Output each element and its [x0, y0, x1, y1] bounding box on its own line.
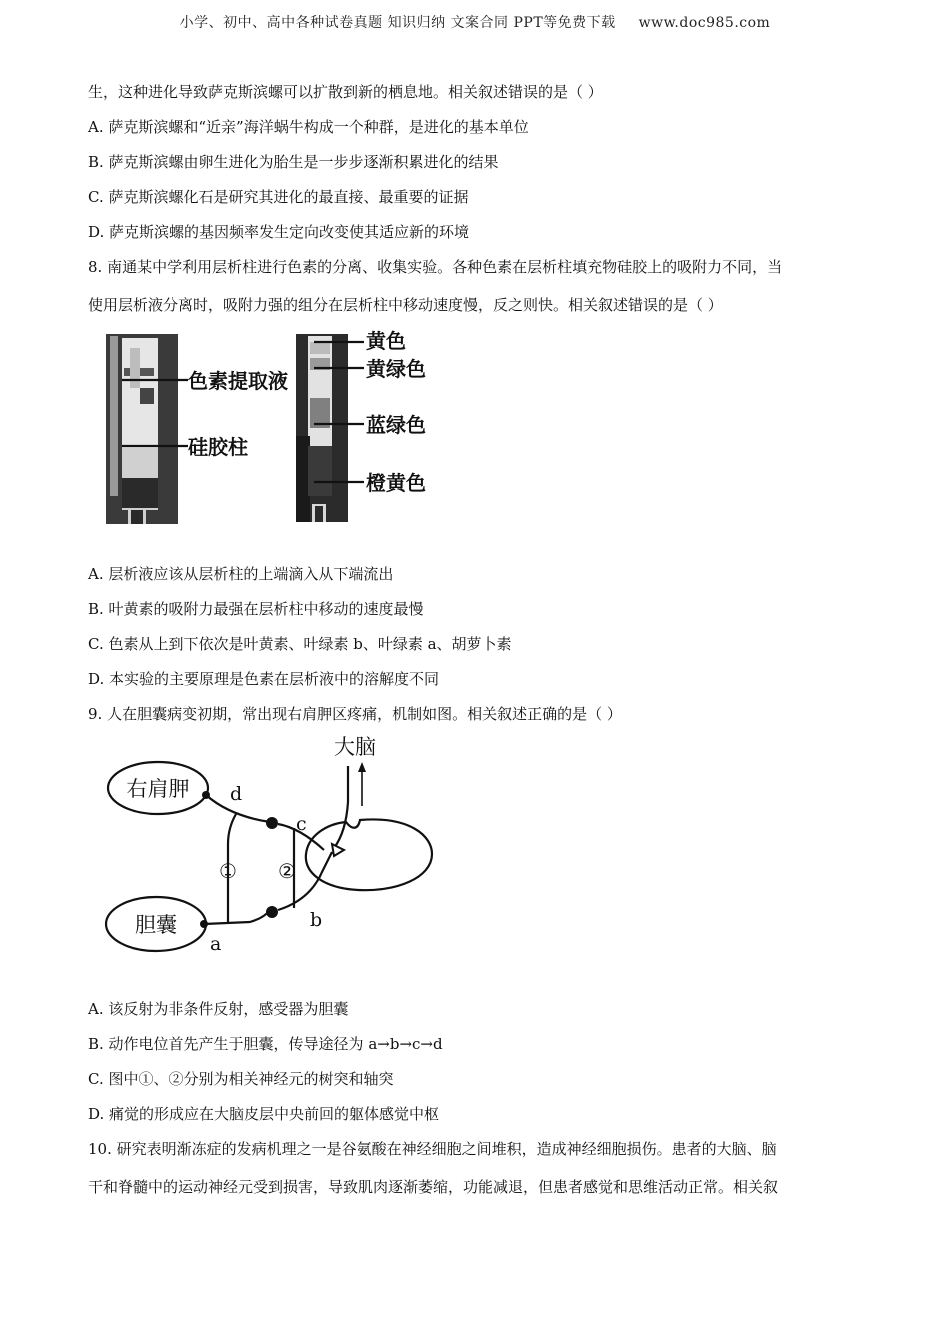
q8-stem-line1: 8. 南通某中学利用层析柱进行色素的分离、收集实验。各种色素在层析柱填充物硅胶上的吸附力不同，当 — [88, 258, 783, 276]
right-column-photo — [296, 334, 348, 522]
mark-b: b — [310, 909, 323, 931]
label-pigment-extract: 色素提取液 — [188, 369, 288, 393]
q9-option-a: A. 该反射为非条件反射，感受器为胆囊 — [88, 1000, 349, 1018]
q7-option-c: C. 萨克斯滨螺化石是研究其进化的最直接、最重要的证据 — [88, 188, 469, 206]
q8-option-c: C. 色素从上到下依次是叶黄素、叶绿素 b、叶绿素 a、胡萝卜素 — [88, 635, 512, 653]
label-silica-column: 硅胶柱 — [188, 435, 248, 459]
label-shoulder: 右肩胛 — [126, 777, 190, 801]
mark-circle-1: ① — [219, 859, 237, 883]
q8-option-b: B. 叶黄素的吸附力最强在层析柱中移动的速度最慢 — [88, 600, 424, 618]
reflex-diagram — [100, 732, 440, 964]
q7-option-a: A. 萨克斯滨螺和“近亲”海洋蜗牛构成一个种群，是进化的基本单位 — [88, 118, 529, 136]
q10-stem-line2: 干和脊髓中的运动神经元受到损害，导致肌肉逐渐萎缩，功能减退，但患者感觉和思维活动正常。相关叙 — [88, 1178, 779, 1196]
q8-stem-line2: 使用层析液分离时，吸附力强的组分在层析柱中移动速度慢，反之则快。相关叙述错误的是（ ） — [88, 296, 723, 314]
q10-stem-line1: 10. 研究表明渐冻症的发病机理之一是谷氨酸在神经细胞之间堆积，造成神经细胞损伤。患者的大脑、脑 — [88, 1140, 777, 1158]
label-blue-green: 蓝绿色 — [366, 413, 426, 437]
q8-option-d: D. 本实验的主要原理是色素在层析液中的溶解度不同 — [88, 670, 440, 688]
q7-option-d: D. 萨克斯滨螺的基因频率发生定向改变使其适应新的环境 — [88, 223, 470, 241]
q9-option-c: C. 图中①、②分别为相关神经元的树突和轴突 — [88, 1070, 394, 1088]
mark-c: c — [296, 813, 307, 835]
header-text: 小学、初中、高中各种试卷真题 知识归纳 文案合同 PPT等免费下载 — [179, 15, 616, 31]
q7-option-b: B. 萨克斯滨螺由卵生进化为胎生是一步步逐渐积累进化的结果 — [88, 153, 499, 171]
chromatography-figure — [100, 328, 450, 528]
mark-a: a — [210, 933, 222, 955]
q7-stem-tail: 生，这种进化导致萨克斯滨螺可以扩散到新的栖息地。相关叙述错误的是（ ） — [88, 83, 603, 101]
q9-option-d: D. 痛觉的形成应在大脑皮层中央前回的躯体感觉中枢 — [88, 1105, 440, 1123]
page-header — [0, 12, 950, 32]
mark-circle-2: ② — [278, 859, 296, 883]
label-orange-yellow: 橙黄色 — [366, 471, 426, 495]
junction-b — [266, 906, 278, 918]
q9-option-b: B. 动作电位首先产生于胆囊，传导途径为 a→b→c→d — [88, 1035, 443, 1053]
label-yellow: 黄色 — [366, 329, 406, 353]
spinal-cord-section — [306, 819, 432, 890]
header-site: www.doc985.com — [638, 15, 771, 31]
left-column-photo — [106, 334, 178, 524]
label-gallbladder: 胆囊 — [135, 913, 177, 937]
mark-d: d — [230, 783, 243, 805]
q8-option-a: A. 层析液应该从层析柱的上端滴入从下端流出 — [88, 565, 394, 583]
label-brain: 大脑 — [334, 735, 376, 759]
label-yellow-green: 黄绿色 — [366, 357, 426, 381]
q9-stem: 9. 人在胆囊病变初期，常出现右肩胛区疼痛，机制如图。相关叙述正确的是（ ） — [88, 705, 622, 723]
junction-c — [266, 817, 278, 829]
